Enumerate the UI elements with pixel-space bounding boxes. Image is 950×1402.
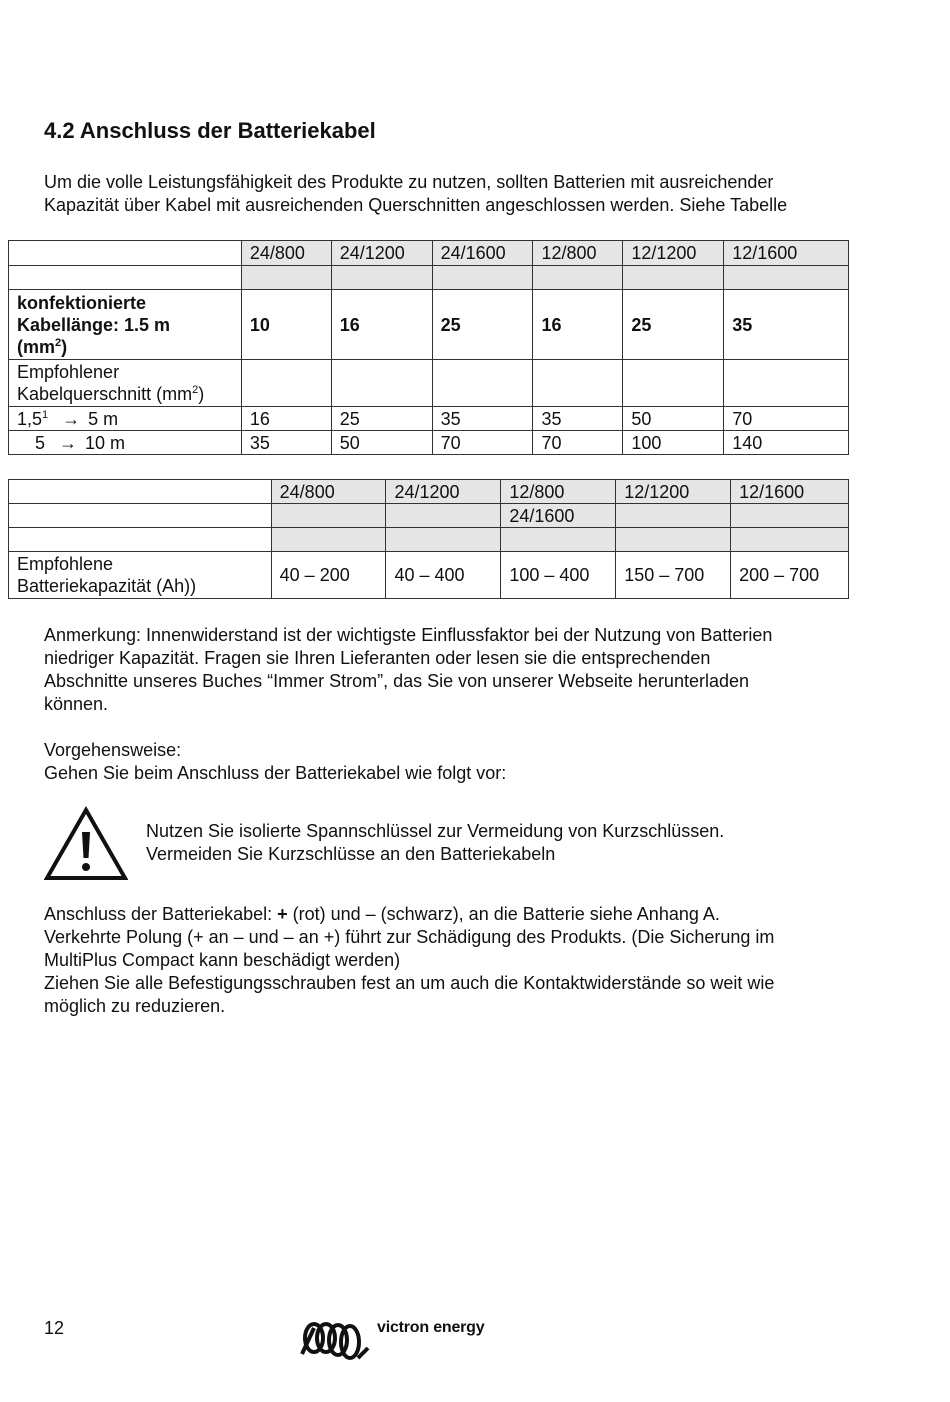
header-cell: 24/800 bbox=[271, 480, 386, 504]
table-cell bbox=[331, 266, 432, 290]
intro-line: Um die volle Leistungsfähigkeit des Produkte zu nutzen, sollten Batterien mit ausreichender bbox=[44, 172, 774, 192]
header-cell: 24/1200 bbox=[331, 241, 432, 266]
table-row bbox=[9, 266, 849, 290]
value-cell: 25 bbox=[623, 290, 724, 360]
subheader-cell: 24/1600 bbox=[501, 504, 616, 528]
table-cell bbox=[731, 528, 849, 552]
connection-line: Anschluss der Batteriekabel: + (rot) und – (schwarz), an die Batterie siehe Anhang A. bbox=[44, 904, 720, 924]
table-cell bbox=[241, 266, 331, 290]
value-cell: 35 bbox=[241, 431, 331, 455]
table-row bbox=[9, 360, 849, 407]
table-cell bbox=[623, 266, 724, 290]
value-cell: 25 bbox=[331, 407, 432, 431]
note-line: Abschnitte unseres Buches “Immer Strom”, das Sie von unserer Webseite herunterladen bbox=[44, 671, 750, 691]
table-row bbox=[9, 431, 849, 455]
connection-line: Verkehrte Polung (+ an – und – an +) führt zur Schädigung des Produkts. (Die Sicherung im bbox=[44, 927, 775, 947]
procedure-line: Gehen Sie beim Anschluss der Batteriekabel wie folgt vor: bbox=[44, 763, 507, 783]
header-cell: 12/1600 bbox=[724, 241, 849, 266]
value-cell: 35 bbox=[724, 290, 849, 360]
table-cell bbox=[9, 241, 242, 266]
warning-triangle-icon bbox=[44, 806, 128, 887]
table-cell bbox=[271, 528, 386, 552]
table-row bbox=[9, 528, 849, 552]
page-number: 12 bbox=[44, 1318, 65, 1338]
value-cell: 100 bbox=[623, 431, 724, 455]
procedure-paragraph bbox=[44, 739, 914, 785]
header-cell: 12/800 bbox=[501, 480, 616, 504]
table-header-row bbox=[9, 480, 849, 504]
header-cell: 24/800 bbox=[241, 241, 331, 266]
warning-line: Nutzen Sie isolierte Spannschlüssel zur Vermeidung von Kurzschlüssen. bbox=[146, 821, 725, 841]
note-line: können. bbox=[44, 694, 109, 714]
value-cell: 25 bbox=[432, 290, 533, 360]
value-cell: 16 bbox=[241, 407, 331, 431]
table-cell bbox=[623, 360, 724, 407]
table-cell bbox=[241, 360, 331, 407]
battery-capacity-table bbox=[8, 479, 849, 599]
table-cell bbox=[533, 266, 623, 290]
value-cell: 70 bbox=[432, 431, 533, 455]
header-cell: 12/1200 bbox=[616, 480, 731, 504]
value-cell: 10 bbox=[241, 290, 331, 360]
value-cell: 70 bbox=[724, 407, 849, 431]
value-cell: 35 bbox=[533, 407, 623, 431]
table-cell bbox=[9, 480, 272, 504]
procedure-title: Vorgehensweise: bbox=[44, 740, 182, 760]
table-cell bbox=[386, 528, 501, 552]
table-cell bbox=[731, 504, 849, 528]
header-cell: 24/1600 bbox=[432, 241, 533, 266]
warning-line: Vermeiden Sie Kurzschlüsse an den Batteriekabeln bbox=[146, 844, 556, 864]
note-paragraph bbox=[44, 624, 914, 716]
table-row bbox=[9, 290, 849, 360]
connection-line: möglich zu reduzieren. bbox=[44, 996, 226, 1016]
section-heading: 4.2 Anschluss der Batteriekabel bbox=[44, 118, 376, 143]
length-range-cell: 5 → 10 m bbox=[9, 431, 242, 455]
intro-paragraph bbox=[44, 171, 914, 217]
table-cell bbox=[271, 504, 386, 528]
value-cell: 70 bbox=[533, 431, 623, 455]
cable-size-table bbox=[8, 240, 849, 455]
connection-paragraph bbox=[44, 903, 914, 1018]
note-line: Anmerkung: Innenwiderstand ist der wichtigste Einflussfaktor bei der Nutzung von Batterien bbox=[44, 625, 773, 645]
table-cell bbox=[616, 504, 731, 528]
note-line: niedriger Kapazität. Fragen sie Ihren Lieferanten oder lesen sie die entsprechenden bbox=[44, 648, 711, 668]
connection-line: Ziehen Sie alle Befestigungsschrauben fest an um auch die Kontaktwiderstände so weit wie bbox=[44, 973, 775, 993]
arrow-right-icon: → bbox=[59, 432, 78, 453]
warning-text bbox=[146, 820, 724, 866]
value-cell: 50 bbox=[331, 431, 432, 455]
recommended-label-cell: Empfohlener Kabelquerschnitt $(mm^2)$ bbox=[9, 360, 242, 407]
table-header-row bbox=[9, 241, 849, 266]
connection-line: MultiPlus Compact kann beschädigt werden) bbox=[44, 950, 401, 970]
value-cell: 150 – 700 bbox=[616, 552, 731, 599]
table-cell bbox=[533, 360, 623, 407]
brand-name: victron energy bbox=[377, 1319, 485, 1336]
table-cell bbox=[724, 360, 849, 407]
capacity-label-cell: Empfohlene Batteriekapazität (Ah)) bbox=[9, 552, 272, 599]
intro-line: Kapazität über Kabel mit ausreichenden Querschnitten angeschlossen werden. Siehe Tabelle bbox=[44, 195, 788, 215]
table-cell bbox=[9, 504, 272, 528]
header-cell: 12/1600 bbox=[731, 480, 849, 504]
header-cell: 12/1200 bbox=[623, 241, 724, 266]
table-cell bbox=[386, 504, 501, 528]
arrow-right-icon: → bbox=[62, 408, 81, 429]
table-cell bbox=[331, 360, 432, 407]
table-row bbox=[9, 407, 849, 431]
length-range-cell: $1,5^1 \to 5$ m bbox=[9, 407, 242, 431]
preset-label-cell: konfektionierte Kabellänge: 1.5 m $(mm^2)$ bbox=[9, 290, 242, 360]
value-cell: 40 – 200 bbox=[271, 552, 386, 599]
header-cell: 24/1200 bbox=[386, 480, 501, 504]
table-cell bbox=[432, 266, 533, 290]
value-cell: 40 – 400 bbox=[386, 552, 501, 599]
value-cell: 140 bbox=[724, 431, 849, 455]
table-cell bbox=[432, 360, 533, 407]
table-cell bbox=[724, 266, 849, 290]
table-row bbox=[9, 504, 849, 528]
table-cell bbox=[501, 528, 616, 552]
value-cell: 16 bbox=[533, 290, 623, 360]
victron-logo-icon bbox=[300, 1318, 372, 1375]
value-cell: 16 bbox=[331, 290, 432, 360]
table-cell bbox=[9, 266, 242, 290]
value-cell: 50 bbox=[623, 407, 724, 431]
value-cell: 100 – 400 bbox=[501, 552, 616, 599]
header-cell: 12/800 bbox=[533, 241, 623, 266]
value-cell: 200 – 700 bbox=[731, 552, 849, 599]
table-cell bbox=[616, 528, 731, 552]
value-cell: 35 bbox=[432, 407, 533, 431]
table-cell bbox=[9, 528, 272, 552]
table-row bbox=[9, 552, 849, 599]
